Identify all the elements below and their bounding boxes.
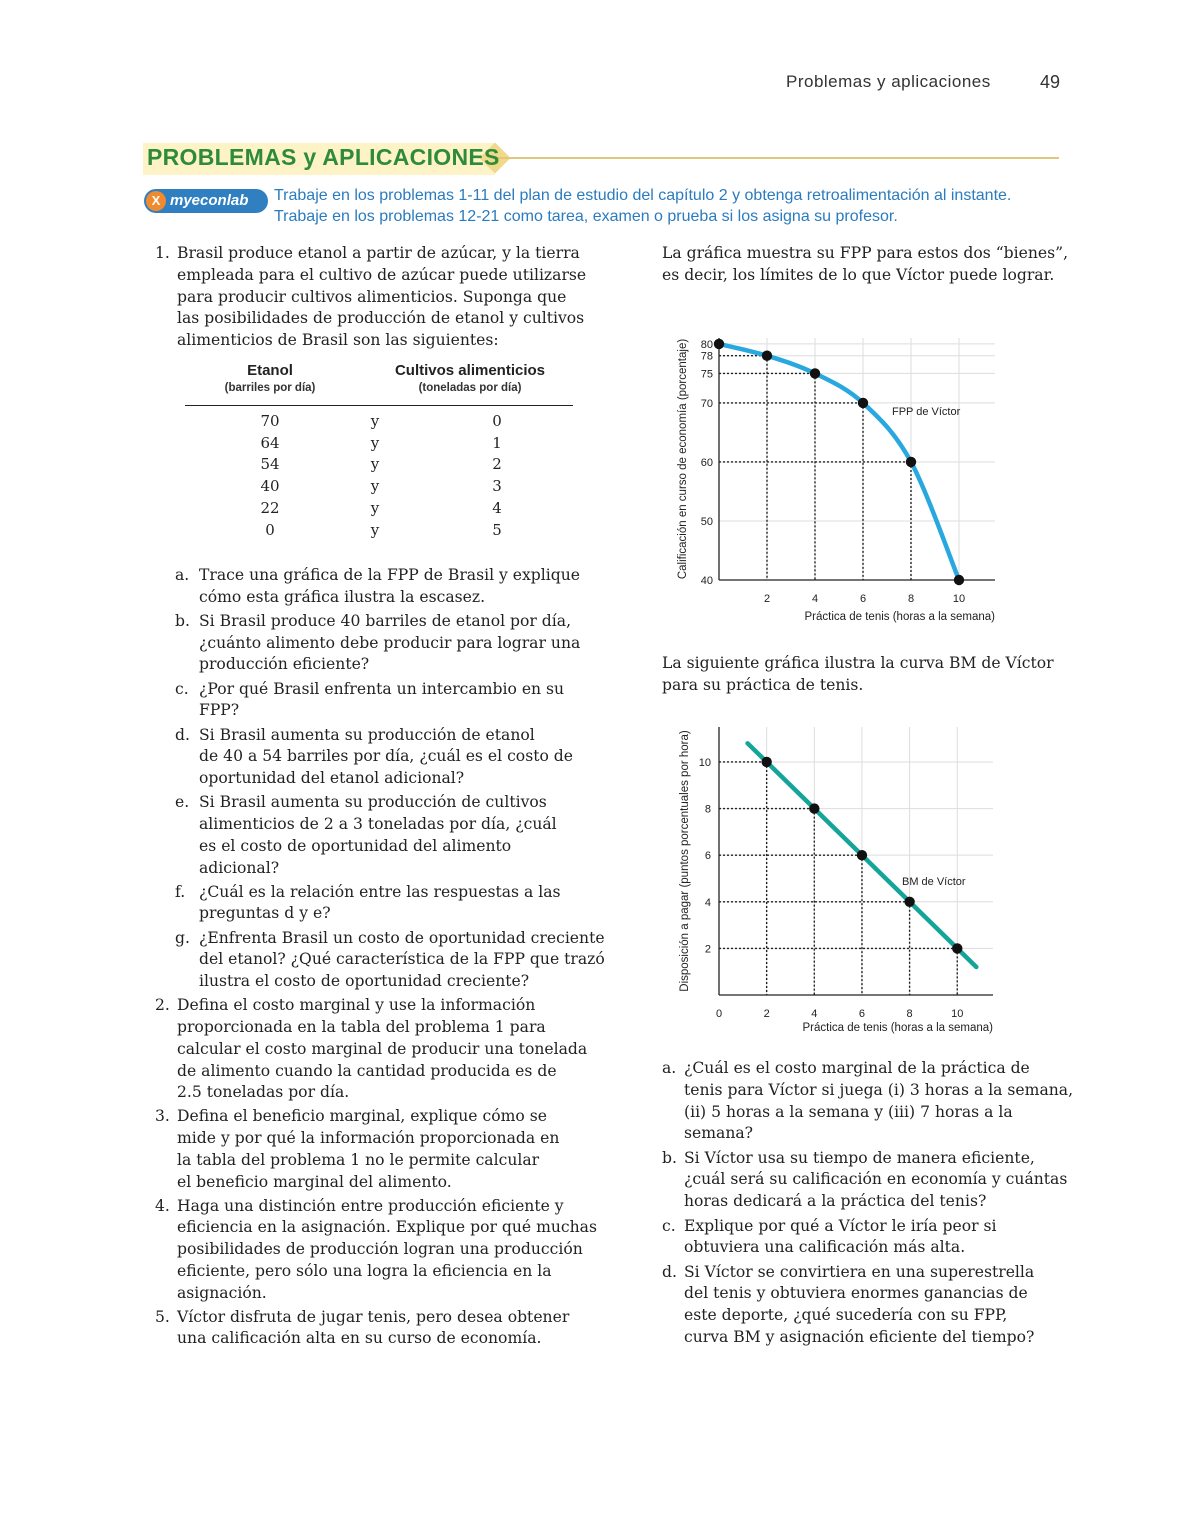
x-axis-label: Práctica de tenis (horas a la semana) xyxy=(802,1022,993,1034)
question-letter: b. xyxy=(662,1148,677,1167)
question-line: ilustra el costo de oportunidad creciente? xyxy=(199,972,530,991)
table-cell: y xyxy=(370,433,380,452)
question-line: cómo esta gráfica ilustra la escasez. xyxy=(199,587,486,606)
study-plan-line-1: Trabaje en los problemas 1-11 del plan de estudio del capítulo 2 y obtenga retroalimentación al instante. xyxy=(274,187,1012,204)
problem-2-number: 2. xyxy=(155,996,170,1015)
table-header-ethanol: Etanol xyxy=(247,362,293,379)
problem-4-line: eficiente, pero sólo una logra la eficiencia en la xyxy=(177,1261,552,1280)
y-tick-label: 40 xyxy=(700,575,713,587)
question-letter: d. xyxy=(175,725,190,744)
question-letter: a. xyxy=(662,1059,677,1077)
table-cell: 0 xyxy=(492,412,502,430)
table-cell: y xyxy=(370,455,380,474)
problem-5-line: Víctor disfruta de jugar tenis, pero desea obtener xyxy=(177,1307,570,1326)
y-tick-label: 78 xyxy=(700,350,713,363)
y-tick-label: 80 xyxy=(700,338,713,351)
x-axis-label: Práctica de tenis (horas a la semana) xyxy=(804,611,995,623)
table-cell: 1 xyxy=(492,433,502,452)
table-cell: 3 xyxy=(492,477,502,496)
table-cell: 4 xyxy=(492,498,502,517)
problem-2-line: proporcionada en la tabla del problema 1 para xyxy=(177,1018,546,1037)
problem-3-line: la tabla del problema 1 no le permite calcular xyxy=(177,1150,540,1169)
problem-1-line: Brasil produce etanol a partir de azúcar, y la tierra xyxy=(177,244,580,262)
section-rule xyxy=(497,157,1059,159)
x-tick-label: 4 xyxy=(811,593,819,605)
problem-2-line: Defina el costo marginal y use la información xyxy=(177,996,536,1015)
question-line: ¿Cuál es la relación entre las respuestas a las xyxy=(199,882,561,901)
x-tick-label: 8 xyxy=(907,593,915,605)
question-line: ¿Cuál es el costo marginal de la práctica de xyxy=(684,1059,1030,1077)
myeconlab-logo-icon: X xyxy=(146,191,166,211)
question-line: ¿Enfrenta Brasil un costo de oportunidad creciente xyxy=(199,928,605,947)
table-cell: 0 xyxy=(265,520,275,539)
question-line: del tenis y obtuviera enormes ganancias de xyxy=(684,1284,1028,1303)
page-number: 49 xyxy=(1040,72,1061,92)
question-letter: c. xyxy=(175,679,189,698)
table-cell: 54 xyxy=(260,455,280,474)
study-plan-note xyxy=(274,185,1011,227)
problem-3-line: Defina el beneficio marginal, explique cómo se xyxy=(177,1107,547,1126)
table-cell: y xyxy=(370,412,380,430)
question-letter: d. xyxy=(662,1262,677,1281)
question-line: semana? xyxy=(684,1124,754,1143)
question-line: adicional? xyxy=(199,858,280,877)
question-line: Trace una gráfica de la FPP de Brasil y explique xyxy=(199,566,581,584)
table-cell: 2 xyxy=(492,455,502,474)
x-tick-label: 2 xyxy=(763,1008,770,1020)
problem-4-number: 4. xyxy=(155,1196,170,1215)
question-line: producción eficiente? xyxy=(199,655,370,674)
y-axis-label: Disposición a pagar (puntos porcentuales por hora) xyxy=(679,730,691,992)
study-plan-line-2: Trabaje en los problemas 12-21 como tarea, examen o prueba si los asigna su profesor. xyxy=(274,208,898,225)
x-tick-label: 6 xyxy=(858,1008,866,1020)
question-line: preguntas d y e? xyxy=(199,904,331,923)
problem-1-line: para producir cultivos alimenticios. Suponga que xyxy=(177,287,567,306)
question-line: curva BM y asignación eficiente del tiempo? xyxy=(684,1328,1035,1347)
question-line: obtuviera una calificación más alta. xyxy=(684,1238,966,1257)
data-point xyxy=(714,339,724,349)
table-subheader-food: (toneladas por día) xyxy=(418,382,522,394)
x-tick-label: 8 xyxy=(906,1008,913,1020)
problem-2-line: de alimento cuando la cantidad producida es de xyxy=(177,1061,557,1080)
bm-intro-line: La siguiente gráfica ilustra la curva BM de Víctor xyxy=(662,654,1054,672)
problem-4-line: Haga una distinción entre producción eficiente y xyxy=(177,1196,564,1215)
question-line: este deporte, ¿qué sucedería con su FPP, xyxy=(684,1306,1008,1325)
series-label: FPP de Víctor xyxy=(892,406,961,418)
question-line: Si Víctor usa su tiempo de manera eficiente, xyxy=(684,1148,1035,1167)
question-letter: c. xyxy=(662,1216,676,1235)
problem-4-line: asignación. xyxy=(177,1283,267,1302)
table-cell: 64 xyxy=(260,433,280,452)
fpp-intro-line: es decir, los límites de lo que Víctor puede lograr. xyxy=(662,265,1055,284)
question-line: alimenticios de 2 a 3 toneladas por día, ¿cuál xyxy=(199,814,557,833)
x-tick-label: 4 xyxy=(811,1008,818,1020)
data-point xyxy=(954,575,964,585)
question-letter: a. xyxy=(175,566,190,584)
fpp-chart xyxy=(660,300,1020,635)
problem-1-number: 1. xyxy=(155,244,170,262)
x-tick-label: 10 xyxy=(952,593,966,605)
data-point xyxy=(761,757,771,767)
y-tick-label: 50 xyxy=(700,515,713,528)
problem-4-line: eficiencia en la asignación. Explique por qué muchas xyxy=(177,1218,597,1237)
data-point xyxy=(810,368,820,378)
question-letter: f. xyxy=(175,882,186,901)
question-line: ¿Por qué Brasil enfrenta un intercambio en su xyxy=(199,679,565,698)
problem-2-line: 2.5 toneladas por día. xyxy=(177,1083,350,1102)
fpp-intro-line: La gráfica muestra su FPP para estos dos “bienes”, xyxy=(662,244,1069,262)
question-line: oportunidad del etanol adicional? xyxy=(199,769,465,788)
section-title: PROBLEMAS y APLICACIONES xyxy=(147,144,500,170)
bm-intro-line: para su práctica de tenis. xyxy=(662,675,864,694)
y-tick-label: 70 xyxy=(700,397,713,410)
problem-3-number: 3. xyxy=(155,1107,170,1126)
data-point xyxy=(857,850,867,860)
question-line: ¿cuál será su calificación en economía y cuántas xyxy=(684,1170,1068,1189)
y-tick-label: 60 xyxy=(700,456,713,469)
question-line: Explique por qué a Víctor le iría peor si xyxy=(684,1216,997,1235)
table-cell: 5 xyxy=(492,520,502,539)
problem-2-line: calcular el costo marginal de producir una tonelada xyxy=(177,1039,588,1058)
question-letter: g. xyxy=(175,928,190,947)
question-line: Si Víctor se convirtiera en una superestrella xyxy=(684,1262,1035,1281)
table-cell: 22 xyxy=(260,498,280,517)
question-line: de 40 a 54 barriles por día, ¿cuál es el costo de xyxy=(199,747,574,766)
question-letter: e. xyxy=(175,793,190,812)
table-subheader-ethanol: (barriles por día) xyxy=(224,382,316,394)
x-tick-label: 10 xyxy=(951,1008,964,1020)
question-line: horas dedicará a la práctica del tenis? xyxy=(684,1192,987,1211)
question-line: (ii) 5 horas a la semana y (iii) 7 horas a la xyxy=(684,1102,1013,1121)
x-tick-label: 6 xyxy=(859,593,867,605)
running-header: Problemas y aplicaciones xyxy=(786,72,991,91)
question-letter: b. xyxy=(175,611,190,630)
table-cell: y xyxy=(370,498,380,517)
table-cell: 40 xyxy=(260,477,280,496)
x-tick-label: 0 xyxy=(715,1008,723,1020)
y-tick-label: 4 xyxy=(704,896,711,909)
problem-1-line: empleada para el cultivo de azúcar puede utilizarse xyxy=(177,265,587,284)
y-tick-label: 75 xyxy=(700,368,713,381)
y-tick-label: 6 xyxy=(704,850,711,863)
problem-1-line: las posibilidades de producción de etanol y cultivos xyxy=(177,309,585,328)
problem-1-line: alimenticios de Brasil son las siguientes: xyxy=(177,331,499,350)
question-line: Si Brasil aumenta su producción de cultivos xyxy=(199,793,547,812)
question-line: tenis para Víctor si juega (i) 3 horas a la semana, xyxy=(684,1080,1074,1099)
table-header-food: Cultivos alimenticios xyxy=(394,362,546,379)
data-point xyxy=(762,351,772,361)
table-cell: 70 xyxy=(260,412,280,430)
data-point xyxy=(904,897,914,907)
x-tick-label: 2 xyxy=(763,593,771,605)
question-line: ¿cuánto alimento debe producir para lograr una xyxy=(199,633,581,652)
problem-5-number: 5. xyxy=(155,1307,170,1326)
problem-3-line: mide y por qué la información proporcionada en xyxy=(177,1129,560,1148)
bm-chart xyxy=(660,712,1020,1042)
y-axis-label: Calificación en curso de economía (porcentaje) xyxy=(677,338,689,580)
myeconlab-badge xyxy=(144,189,268,213)
table-cell: y xyxy=(370,477,380,496)
data-point xyxy=(858,398,868,408)
y-tick-label: 10 xyxy=(698,756,711,769)
question-line: Si Brasil produce 40 barriles de etanol por día, xyxy=(199,611,572,630)
question-line: del etanol? ¿Qué característica de la FPP que trazó xyxy=(199,950,605,969)
problem-4-line: posibilidades de producción logran una producción xyxy=(177,1240,583,1259)
question-line: FPP? xyxy=(199,701,240,720)
question-line: es el costo de oportunidad del alimento xyxy=(199,836,512,855)
y-tick-label: 2 xyxy=(704,943,711,956)
problem-3-line: el beneficio marginal del alimento. xyxy=(177,1172,452,1191)
table-cell: y xyxy=(370,520,380,539)
series-label: BM de Víctor xyxy=(902,876,966,888)
myeconlab-label: myeconlab xyxy=(170,192,249,209)
data-point xyxy=(906,457,916,467)
problem-5-line: una calificación alta en su curso de economía. xyxy=(177,1329,542,1348)
table-rule xyxy=(185,405,573,406)
data-point xyxy=(809,803,819,813)
y-tick-label: 8 xyxy=(704,803,711,816)
data-point xyxy=(952,943,962,953)
question-line: Si Brasil aumenta su producción de etanol xyxy=(199,725,535,744)
